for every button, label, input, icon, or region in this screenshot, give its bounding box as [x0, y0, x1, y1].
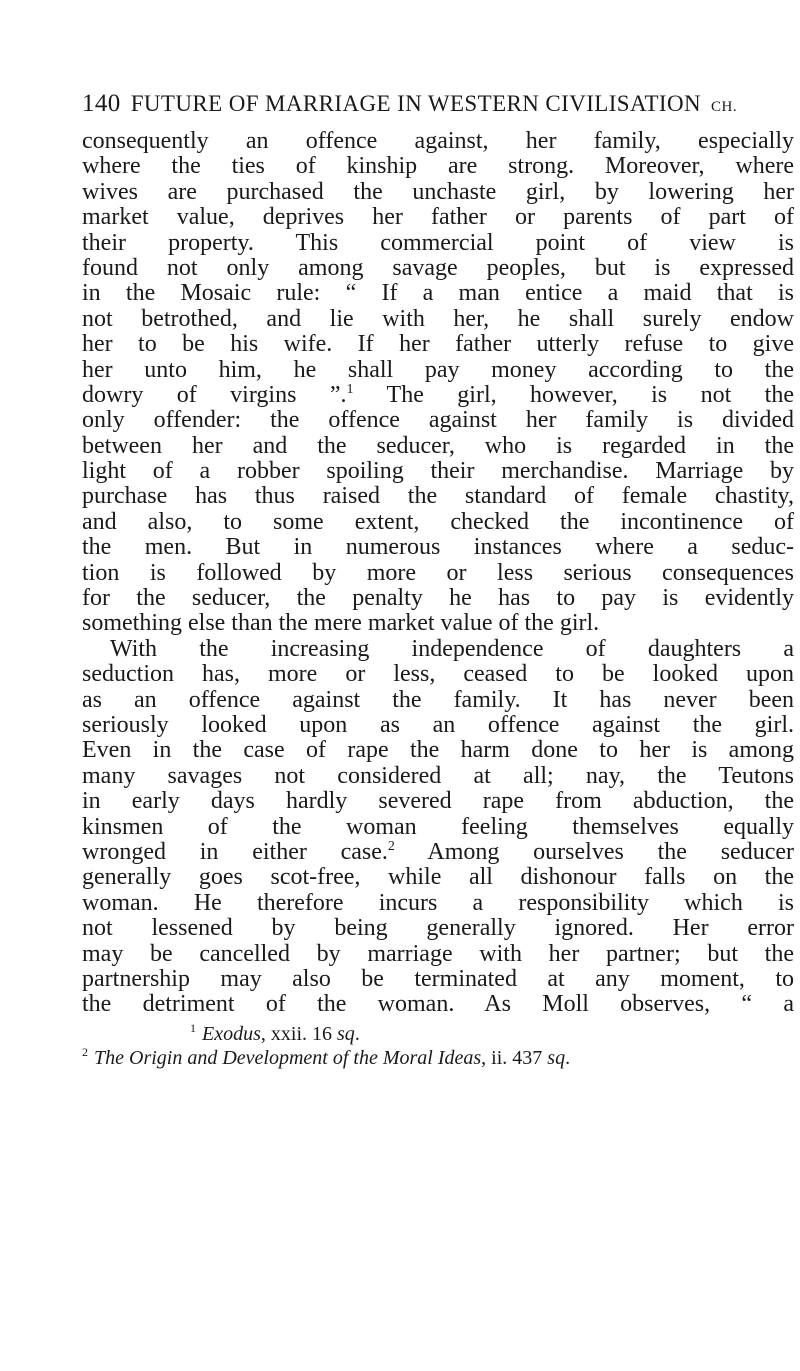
text-line: may be cancelled by marriage with her partner; but the	[82, 940, 794, 967]
footnote-end: .	[565, 1046, 571, 1069]
footnote-ref: 2	[387, 838, 395, 854]
text-line: purchase has thus raised the standard of female chastity,	[82, 483, 794, 510]
text-line: their property. This commercial point of view is	[82, 229, 794, 256]
text-line: in early days hardly severed rape from abduction, the	[82, 788, 794, 815]
text-line: the men. But in numerous instances where a seduc-	[82, 534, 794, 561]
chapter-abbrev: CH.	[711, 99, 738, 115]
text-segment: The girl, however, is not the	[386, 381, 795, 408]
text-line: seduction has, more or less, ceased to be looked upon	[82, 661, 794, 688]
footnote-ref: 1	[346, 381, 354, 397]
text-line: wives are purchased the unchaste girl, by lowering her	[82, 178, 794, 205]
page-number: 140	[82, 90, 121, 117]
text-line: consequently an offence against, her family, especially	[82, 128, 794, 154]
footnote-text: , xxii. 16	[260, 1022, 338, 1045]
footnote-end: .	[354, 1022, 360, 1045]
footnote-source: The Origin and Development of the Moral Ideas	[94, 1046, 482, 1069]
text-line	[82, 840, 794, 865]
text-line: as an offence against the family. It has never been	[82, 686, 794, 713]
text-segment: Among ourselves the seducer	[427, 838, 794, 865]
text-line: seriously looked upon as an offence against the girl.	[82, 711, 794, 738]
text-line: not betrothed, and lie with her, he shall surely endow	[82, 305, 794, 332]
footnote-text: , ii. 437	[481, 1046, 548, 1069]
text-line: in the Mosaic rule: “ If a man entice a maid that is	[82, 280, 794, 307]
text-line: her to be his wife. If her father utterly refuse to give	[82, 331, 794, 358]
text-segment: dowry of virgins ”.	[82, 381, 347, 408]
text-line: With the increasing independence of daughters a	[110, 635, 794, 662]
footnote-1	[82, 1022, 794, 1046]
text-line: woman. He therefore incurs a responsibility which is	[82, 889, 794, 916]
text-line: market value, deprives her father or parents of part of	[82, 204, 794, 231]
text-line: Even in the case of rape the harm done to her is among	[82, 737, 794, 764]
text-line: and also, to some extent, checked the incontinence of	[82, 508, 794, 535]
text-line: many savages not considered at all; nay, the Teutons	[82, 762, 794, 789]
footnote-abbrev: sq	[547, 1046, 566, 1069]
book-page	[82, 86, 794, 1070]
text-line: for the seducer, the penalty he has to pay is evidently	[82, 585, 794, 612]
text-line: found not only among savage peoples, but is expressed	[82, 254, 794, 281]
running-header	[82, 86, 794, 125]
text-line: something else than the mere market value of the girl.	[82, 610, 600, 637]
text-line: where the ties of kinship are strong. Moreover, where	[82, 153, 794, 180]
text-line: partnership may also be terminated at any moment, to	[82, 965, 794, 992]
text-line: tion is followed by more or less serious consequences	[82, 559, 794, 586]
text-line: her unto him, he shall pay money according to the	[82, 356, 794, 383]
text-segment: wronged in either case.	[82, 838, 388, 865]
footnotes	[82, 1022, 794, 1070]
text-line	[82, 383, 794, 408]
body-text	[82, 129, 794, 1018]
footnote-source: Exodus	[202, 1022, 261, 1045]
text-line: light of a robber spoiling their merchandise. Marriage by	[82, 458, 794, 485]
footnote-mark: 1	[190, 1020, 196, 1035]
running-title: FUTURE OF MARRIAGE IN WESTERN CIVILISATION	[130, 91, 701, 116]
footnote-2	[82, 1046, 794, 1070]
text-line: only offender: the offence against her family is divided	[82, 407, 794, 434]
footnote-mark: 2	[82, 1044, 88, 1059]
footnote-abbrev: sq	[337, 1022, 355, 1045]
text-line: the detriment of the woman. As Moll observes, “ a	[82, 991, 794, 1018]
text-line: kinsmen of the woman feeling themselves equally	[82, 813, 794, 840]
text-line: not lessened by being generally ignored. Her error	[82, 915, 794, 942]
text-line: generally goes scot-free, while all dishonour falls on the	[82, 864, 794, 891]
text-line: between her and the seducer, who is regarded in the	[82, 432, 794, 459]
